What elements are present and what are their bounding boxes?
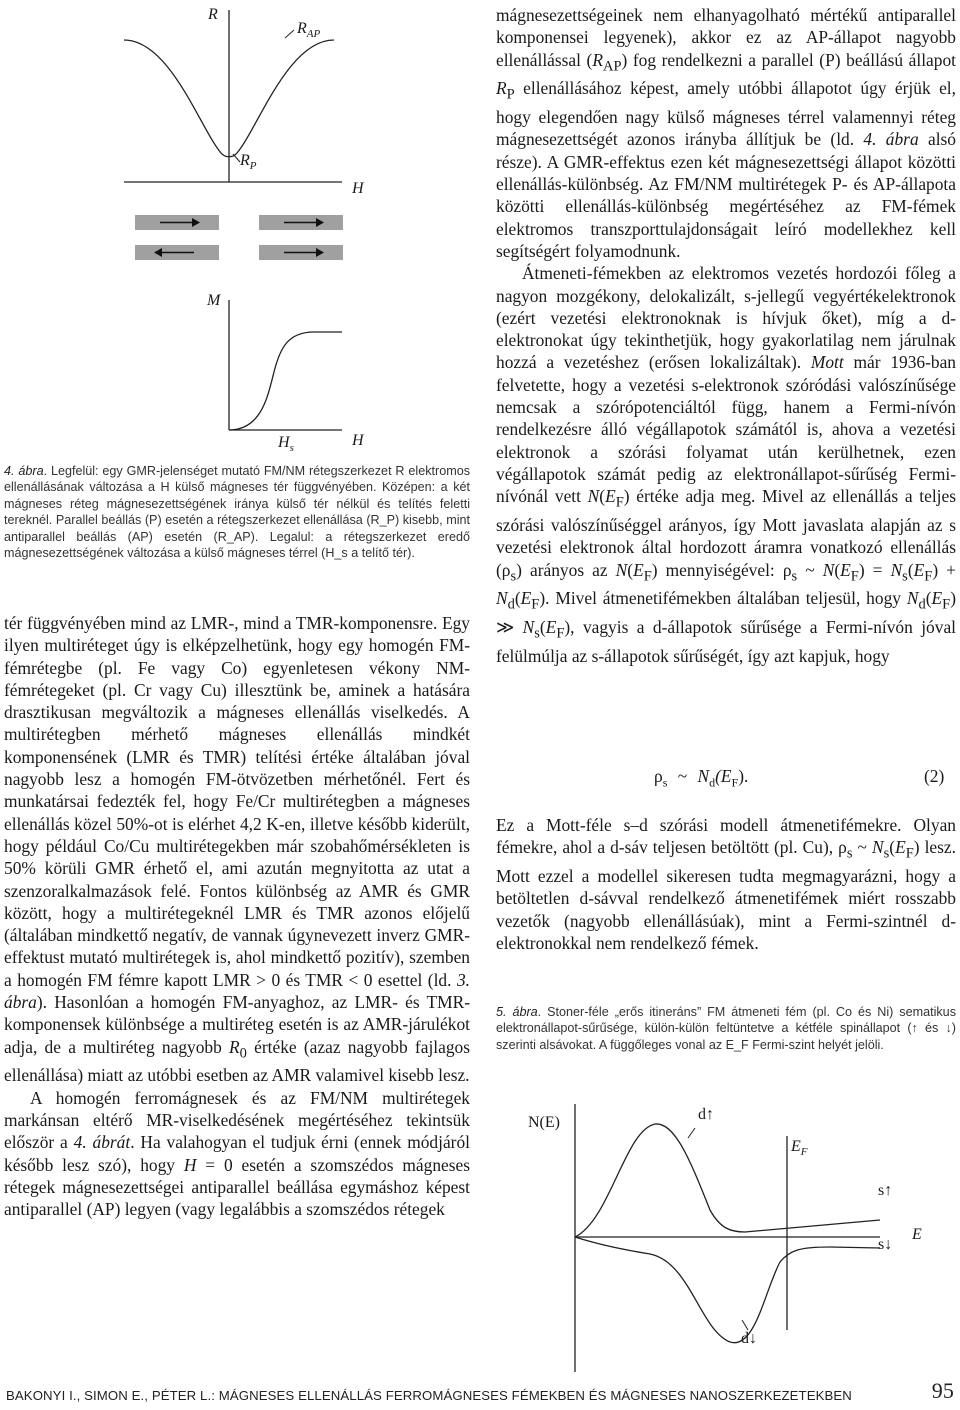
page-footer xyxy=(0,1378,960,1410)
footer-running-title: BAKONYI I., SIMON E., PÉTER L.: MÁGNESES ELLENÁLLÁS FERROMÁGNESES FÉMEKBEN ÉS MÁGNESES NANOSZERKEZETEKBEN xyxy=(6,1388,852,1403)
left-column-body: tér függvényében mind az LMR-, mind a TMR-komponensre. Egy ilyen multiréteget úgy is elképzelhetünk, hogy egy homogén FM-fémrétegbe (pl. Fe vagy Co) egyenletesen vékony NM-fémrétegeket (pl. Cr vagy Cu) illesztünk be, aminek a hatására drasztikusan megváltozik a mágneses ellenállás viselkedés. A multirétegben mérhető mágneses ellenállás mindkét komponensének (LMR és TMR) telítési értéke általában jóval nagyobb lesz a homogén FM-ötvözetben mérhetőnél. Fert és munkatársai fedezték fel, hogy Fe/Cr multirétegben a mágneses ellenállás közel 50%-ot is elérhet 4,2 K-en, illetve később kiderült, hogy például Co/Cu multirétegekben már szobahőmérsékleten is 50% körüli GMR érhető el, ami azután megnyitotta az utat a szenzoralkalmazások felé. Fontos különbség az AMR és GMR között, hogy a multirétegeknél LMR és TMR azonos előjelű (általában mindkettő negatív, de vannak úgynevezett inverz GMR-effektust mutató multirétegek is, ahol mindkettő pozitív), szemben a homogén FM fémre kapott LMR > 0 és TMR < 0 esettel (ld. 3. ábra). Hasonlóan a homogén FM-anyaghoz, az LMR- és TMR-komponensek különbsége a multiréteg esetén is az AMR-járulékot adja, de a multiréteg nagyobb $R_0$ értéke (azaz nagyobb fajlagos ellenállása) miatt az utóbbi esetben az AMR valamivel kisebb lesz. A homogén ferromágnesek és az FM/NM multirétegek markánsan eltérő MR-viselkedésének megértéséhez tekintsük először a 4. ábrát. Ha valahogyan el tudjuk érni (ennek módjáról később lesz szó), hogy H = 0 esetén a szomszédos mágneses rétegek mágnesezettségei antiparallel beállása egymáshoz képest antiparallel (AP) legyen (vagy legalábbis a szomszédos rétegek xyxy=(4,613,471,1220)
axis-label-m: M xyxy=(207,292,221,309)
label-h-s: $H_s$ xyxy=(278,434,294,455)
axis-label-h-bottom: H xyxy=(352,432,364,449)
label-e: E xyxy=(912,1226,922,1243)
equation-number: (2) xyxy=(924,766,945,786)
label-r-p: $R_P$ xyxy=(240,152,257,173)
label-n-e: N(E) xyxy=(528,1114,560,1131)
label-r-ap: $R_{AP}$ xyxy=(297,20,321,41)
figure5-caption: 5. ábra. Stoner-féle „erős itineráns” FM átmeneti fém (pl. Co és Ni) sematikus elektronállapot-sűrűsége, külön-külön feltüntetve a kétféle spinállapot (↑ és ↓) szerinti alsávokat. A függőleges vonal az E_F Fermi-szint helyét jelöli. xyxy=(496,1005,956,1052)
label-s-up: s↑ xyxy=(878,1182,893,1199)
axis-label-r: R xyxy=(208,6,218,23)
axis-label-h-top: H xyxy=(352,180,364,197)
page-number: 95 xyxy=(931,1378,954,1403)
label-d-up: d↑ xyxy=(698,1106,714,1123)
label-e-f: $E_F$ xyxy=(791,1138,808,1159)
label-s-down: s↓ xyxy=(878,1236,893,1253)
right-column-body-bottom: Ez a Mott-féle s–d szórási modell átmenetifémekre. Olyan fémekre, ahol a d-sáv teljesen betöltött (pl. Cu), $\rho_s$ ~ $N_s(E_F)$ lesz. Mott ezzel a modellel sikeresen tudta megmagyarázni, hogy a betöltetlen d-sávval rendelkező átmenetifémek miért rosszabb vezetők (nagyobb ellenállásúak), mint a Fermi-szintnél d-elektronokkal nem rendelkező fémek. xyxy=(496,815,956,953)
figure4-caption: 4. ábra. Legfelül: egy GMR-jelenséget mutató FM/NM rétegszerkezet R elektromos ellenállásának változása a H külső mágneses tér függvényében. Középen: a két mágneses réteg mágnesezettségének iránya külső tér nélkül és telítés feletti tereknél. Parallel beállás (P) esetén a rétegszerkezet ellenállása (R_P) kisebb, mint antiparallel beállás (AP) esetén (R_AP). Legalul: a rétegszerkezet eredő mágnesezettségének változása a külső mágneses térrel (H_s a telítő tér). xyxy=(4,464,470,561)
right-column-body-top: mágnesezettségeinek nem elhanyagolható mértékű antiparallel komponensei legyenek), akkor ez az AP-állapot nagyobb ellenállással $(R_{AP})$ fog rendelkezni a parallel (P) beállású állapot $R_P$ ellenállásához képest, amely utóbbi állapotot úgy érjük el, hogy elegendően nagy külső mágneses térrel valamennyi réteg mágnesezettségét azonos irányba állítjuk be (ld. 4. ábra alsó része). A GMR-effektus ezen két mágnesezettségi állapot közötti ellenállás-különbség. Az FM/NM multirétegek P- és AP-állapota közötti ellenállás-különbség megértéséhez az FM-fémek elektromos transzporttulajdonságait leíró modellekhez kell segítségért folyamodnunk. Átmeneti-fémekben az elektromos vezetés hordozói főleg a nagyon mozgékony, delokalizált, s-jellegű vegyértékelektronok (ezért vezetési elektronoknak is hívjuk őket), míg a d-elektronokat úgy tekinthetjük, hogy gyakorlatilag nem járulnak hozzá a vezetéshez (erősen lokalizáltak). Mott már 1936-ban felvetette, hogy a vezetési s-elektronok szóródási valószínűsége nemcsak a szórópotenciáltól függ, hanem a Fermi-nívón rendelkezésre álló végállapotok számától is, ahova a vezetési elektronok a szórási folyamat után kerülhetnek, ezen végállapotok számát pedig az elektronállapot-sűrűség Fermi-nívónál vett $N(E_F)$ értéke adja meg. Mivel az ellenállás a teljes szórási valószínűséggel arányos, így Mott javaslata alapján az s vezetési elektronok által hordozott áramra vonatkozó ellenállás $(\rho_s)$ arányos az $N(E_F)$ mennyiségével: $\rho_s$ ~ $N(E_F) = N_s(E_F) + N_d(E_F)$. Mivel átmenetifémekben általában teljesül, hogy $N_d(E_F)$ ≫ $N_s(E_F)$, vagyis a d-állapotok sűrűsége a Fermi-nívón jóval felülmúlja az s-állapotok sűrűségét, így azt kapjuk, hogy xyxy=(496,5,956,666)
label-d-down: d↓ xyxy=(741,1330,757,1347)
equation-2: $\rho_s$ ~ $N_d(E_F)$. xyxy=(654,766,749,790)
